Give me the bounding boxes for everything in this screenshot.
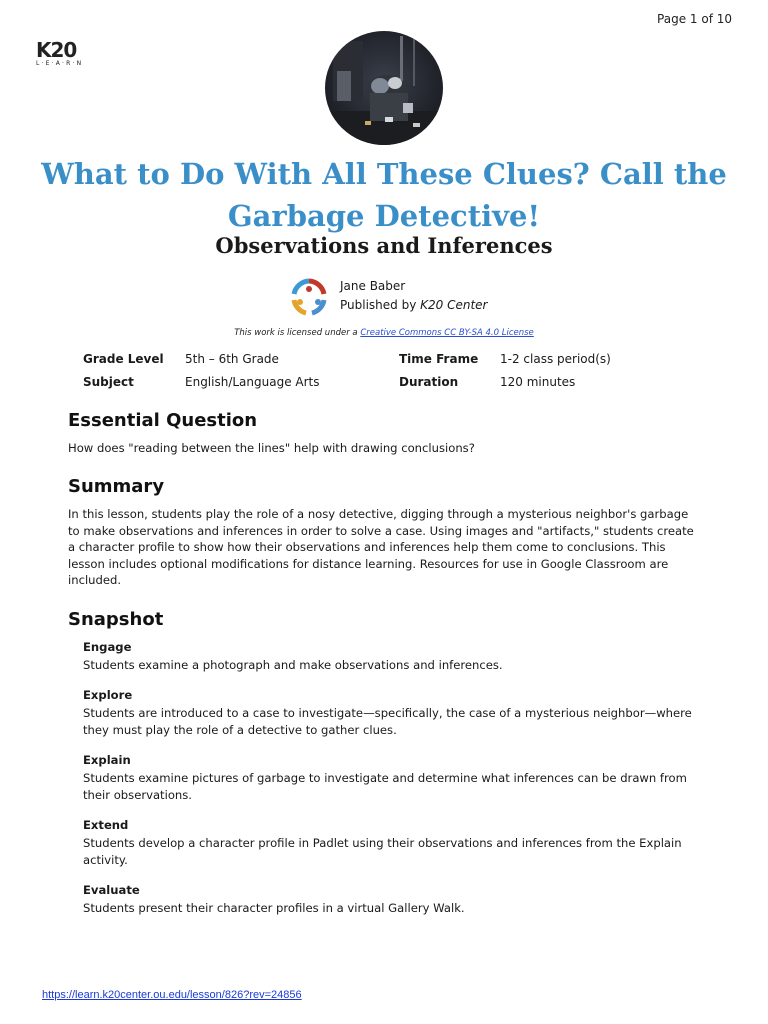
essential-question-text: How does "reading between the lines" help with drawing conclusions? — [68, 441, 475, 455]
snapshot-item-title: Explain — [83, 753, 131, 767]
k20-center-icon — [289, 277, 329, 317]
lesson-hero-image — [325, 31, 443, 145]
snapshot-item-title: Engage — [83, 640, 132, 654]
meta-row — [83, 350, 703, 373]
publisher-line — [340, 298, 487, 312]
snapshot-item-title: Explore — [83, 688, 133, 702]
logo-tagline: L·E·A·R·N — [36, 60, 84, 67]
lesson-subtitle: Observations and Inferences — [215, 233, 553, 258]
snapshot-item-extend — [83, 817, 701, 868]
snapshot-item-text: Students present their character profiles in a virtual Gallery Walk. — [83, 901, 465, 915]
duration-label: Duration — [399, 375, 459, 389]
snapshot-heading: Snapshot — [68, 609, 164, 630]
subject-label: Subject — [83, 375, 134, 389]
snapshot-item-text: Students examine a photograph and make observations and inferences. — [83, 658, 503, 672]
snapshot-item-text: Students develop a character profile in Padlet using their observations and inferences from the Explain activity. — [83, 836, 682, 867]
license-prefix: This work is licensed under a — [234, 328, 361, 338]
publisher-name: K20 Center — [420, 298, 488, 312]
grade-level-label: Grade Level — [83, 352, 164, 366]
garbage-alley-photo — [325, 31, 443, 145]
k20-logo — [36, 38, 84, 68]
license-link[interactable]: Creative Commons CC BY-SA 4.0 License — [360, 328, 534, 338]
snapshot-item-title: Extend — [83, 818, 129, 832]
snapshot-item-explore — [83, 687, 701, 738]
license-note — [0, 328, 768, 338]
snapshot-item-explain — [83, 752, 701, 803]
snapshot-item-text: Students are introduced to a case to investigate—specifically, the case of a mysterious neighbor—where they must play the role of a detective to gather clues. — [83, 706, 692, 737]
essential-question-heading: Essential Question — [68, 410, 258, 431]
subject-value: English/Language Arts — [185, 375, 320, 389]
summary-text: In this lesson, students play the role of a nosy detective, digging through a mysterious neighbor's garbage to make observations and inferences in order to solve a case. Using images and "artifacts," students create a character profile to show how their observations and inferences help them come to conclusions. This lesson includes optional modifications for distance learning. Resources for use in Google Classroom are included. — [68, 507, 694, 587]
lesson-title: What to Do With All These Clues? Call the Garbage Detective! — [41, 157, 727, 233]
logo-wordmark: K20 — [36, 38, 77, 62]
lesson-url-link[interactable]: https://learn.k20center.ou.edu/lesson/826?rev=24856 — [42, 989, 302, 1001]
meta-row — [83, 373, 703, 396]
time-frame-label: Time Frame — [399, 352, 479, 366]
grade-level-value: 5th – 6th Grade — [185, 352, 279, 366]
page-indicator: Page 1 of 10 — [657, 12, 732, 26]
snapshot-item-evaluate — [83, 882, 701, 917]
duration-value: 120 minutes — [500, 375, 576, 389]
author-name: Jane Baber — [340, 279, 406, 293]
snapshot-item-engage — [83, 639, 701, 674]
snapshot-item-text: Students examine pictures of garbage to investigate and determine what inferences can be drawn from their observations. — [83, 771, 687, 802]
snapshot-item-title: Evaluate — [83, 883, 140, 897]
lesson-meta-table — [83, 350, 703, 396]
publisher-prefix: Published by — [340, 298, 421, 312]
summary-heading: Summary — [68, 476, 165, 497]
time-frame-value: 1-2 class period(s) — [500, 352, 611, 366]
